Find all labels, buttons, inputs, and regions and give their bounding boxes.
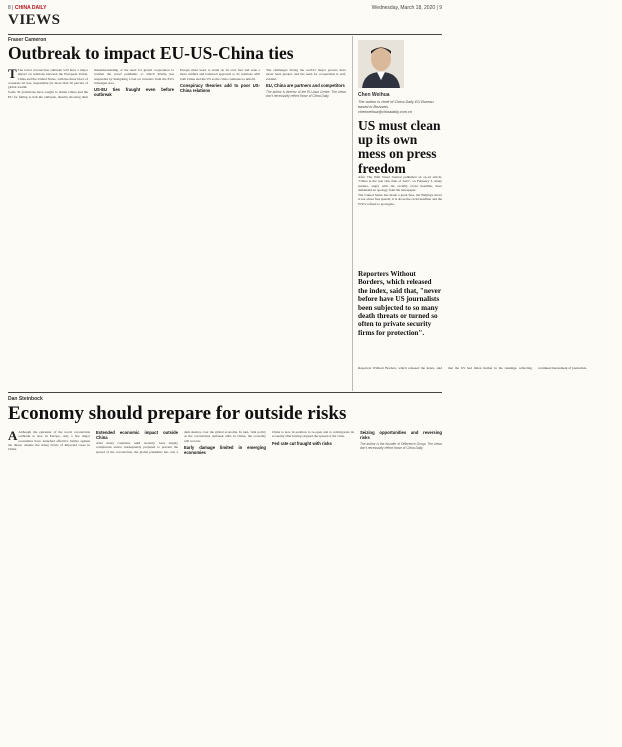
column-paragraph: Reporters Without Borders, which released the index, said that the US had fallen further in the rankings, reflecting continued harassment of journalists.	[358, 366, 587, 370]
pull-quote: Reporters Without Borders, which released the index, said that, "never before have US journalists been subjected to so many death threats or turned so often to private security firms for protection".	[358, 270, 441, 337]
columnist-portrait-icon	[358, 40, 404, 88]
middle-rule	[8, 392, 442, 393]
article1-subhead: Conspiracy theories add to poor US-China relations	[180, 82, 260, 93]
paper-name: CHINA DAILY	[14, 5, 47, 11]
column-paragraph: After The Wall Street Journal published an op-ed article, "China is the real sick man of Asia", on February 3, many readers, angry with the racially racist headline, have demanded an apology from the newspaper.	[358, 175, 442, 192]
article2-body	[8, 430, 442, 740]
article2-subhead: Early damage limited in emerging economies	[184, 444, 266, 455]
article2-subhead: Seizing opportunities and reversing risks	[360, 430, 442, 440]
column-body-bottom	[358, 366, 587, 374]
article2-subhead: Fed rate cut fraught with risks	[272, 440, 332, 446]
article1-paragraph: Some 50 politicians have sought to blame China and the EU for failing to halt the outbreak, thereby showing their misunderstanding of the need for global cooperation to combat the novel pandemic to which Trump has responded by instigating a ban on travelers from the EU's Schengen area.	[8, 68, 174, 99]
column-paragraph: The United States has made a great fuss, but Beijing's move is not about free speech; it is about the racist headline and the WSJ's refusal to apologize.	[358, 193, 442, 206]
top-rule	[8, 34, 442, 35]
columnist-photo	[358, 40, 404, 88]
article2-lead: Although the epicenter of the novel coronavirus outbreak is now in Europe, only a few major economies have launched effective battles against the threat, despite the rising levels of imported cases in China.	[8, 430, 90, 452]
section-title: VIEWS	[8, 12, 61, 28]
article2-headline: Economy should prepare for outside risks	[8, 403, 347, 424]
article1-body	[8, 68, 346, 371]
column-divider	[352, 36, 353, 391]
column-author-bio: The author is chief of China Daily EU Bureau based in Brussels. chenweihua@chinadaily.com.cn	[358, 100, 434, 114]
article1-paragraph: The challenges facing the world's major powers have never been greater, and the need for cooperation is self-evident.	[266, 68, 346, 81]
article1-subhead: EU, China are partners and competitors	[266, 82, 345, 88]
dropcap: T	[8, 66, 17, 81]
article2-lead-paragraph	[8, 430, 90, 451]
dropcap: A	[8, 428, 18, 443]
masthead-date: Wednesday, March 18, 2020 | 9	[371, 5, 442, 11]
article1-paragraph: Europe must learn to stand on its own feet and seek a more unified and balanced approach to its relations with both China and the US as the crisis continues to unfold.	[180, 68, 260, 81]
masthead-left	[8, 5, 46, 11]
column-body-top	[358, 175, 442, 268]
masthead	[8, 4, 442, 12]
article1-author: Fraser Cameron	[8, 37, 47, 43]
article2-paragraph: China is now in position to re-open and to reinvigorate its economy after having stopped the spread of the virus.	[272, 430, 354, 439]
article2-author-note: The author is the founder of Difference Group. The views don't necessarily reflect those of China Daily.	[360, 442, 442, 451]
column-headline: US must clean up its own mess on press freedom	[358, 118, 441, 176]
article1-lead: The novel coronavirus outbreak will have a major impact on relations between the European Union, China and the United States, with the three blocs of countries all now responsible for more than 50 percent of global wealth.	[8, 68, 88, 90]
article2-author: Dan Steinbock	[8, 396, 43, 402]
column-author: Chen Weihua	[358, 92, 390, 98]
article1-subhead: US-EU ties fraught even before outbreak	[94, 87, 174, 98]
page-number: 8 |	[8, 5, 14, 11]
article1-author-note: The author is director of the EU-Asia Centre. The views don't necessarily reflect those of China Daily.	[266, 89, 346, 99]
article2-paragraph: After many countries, until recently, were largely complacent and/or inadequately prepared to prevent the spread of the coronavirus, the global pandemic has cast a dark shadow over the global economy. In turn, vital policy as the coronavirus outbreak ebbs in China, the economy will recover.	[96, 430, 266, 454]
article1-lead-paragraph	[8, 68, 88, 89]
article1-headline: Outbreak to impact EU-US-China ties	[8, 43, 294, 63]
article2-subhead: Extended economic impact outside China	[96, 430, 178, 440]
